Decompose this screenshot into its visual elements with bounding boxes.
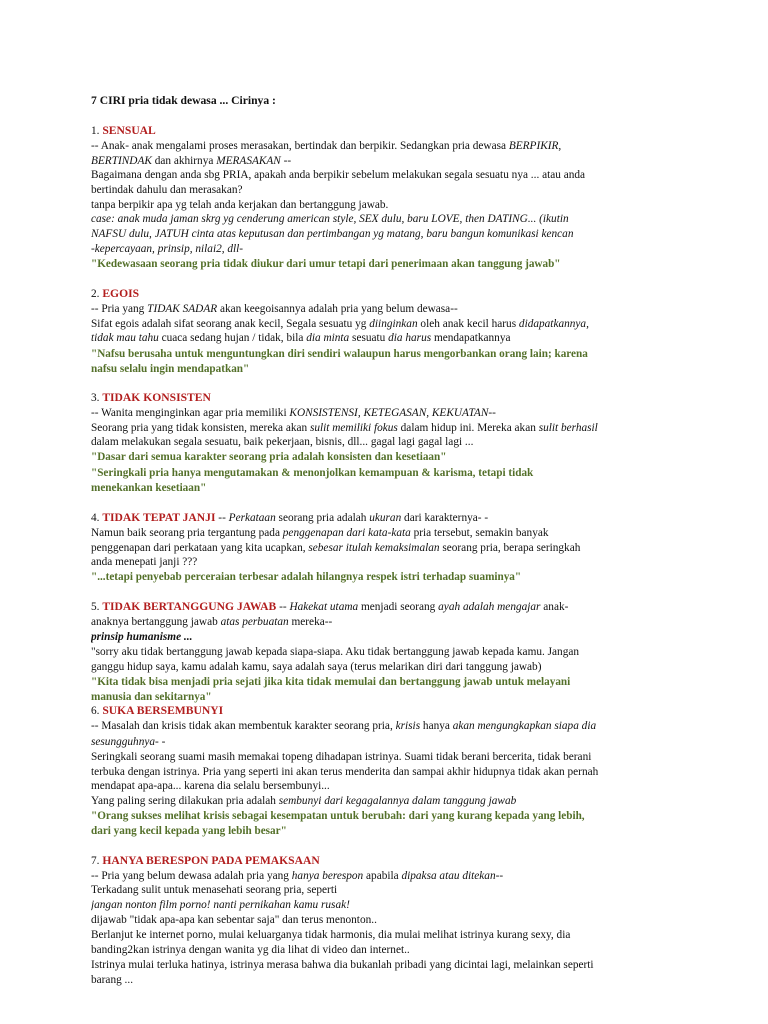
section-6-line: Yang paling sering dilakukan pria adalah sembunyi dari kegagalannya dalam tanggung jawab (91, 795, 517, 807)
section-3-line: Seorang pria yang tidak konsisten, mereka akan sulit memiliki fokus dalam hidup ini. Mereka akan sulit berhasil (91, 422, 598, 434)
section-4-line: penggenapan dari perkataan yang kita ucapkan, sebesar itulah kemaksimalan seorang pria, berapa seringkah (91, 542, 581, 554)
section-3-quote: "Dasar dari semua karakter seorang pria adalah konsisten dan kesetiaan" (91, 451, 447, 463)
section-6-heading: 6. SUKA BERSEMBUNYI (91, 704, 224, 717)
section-7-line: dijawab "tidak apa-apa kan sebentar saja" dan terus menonton.. (91, 914, 377, 926)
section-7-line: Istrinya mulai terluka hatinya, istrinya merasa bahwa dia bukanlah pribadi yang dicintai lagi, melainkan seperti (91, 959, 594, 971)
section-2-quote: "Nafsu berusaha untuk menguntungkan diri sendiri walaupun harus mengorbankan orang lain; karena (91, 348, 588, 360)
section-6-line: sesungguhnya- - (91, 736, 166, 748)
section-5-line: ganggu hidup saya, kamu adalah kamu, saya adalah saya (terus melarikan diri dari tanggung jawab) (91, 661, 542, 673)
section-1-line: -kepercayaan, prinsip, nilai2, dll- (91, 243, 244, 255)
section-2-heading: 2. EGOIS (91, 287, 140, 300)
section-7-heading: 7. HANYA BERESPON PADA PEMAKSAAN (91, 854, 320, 867)
section-5-line: prinsip humanisme ... (91, 631, 193, 643)
section-4-heading: 4. TIDAK TEPAT JANJI -- Perkataan seorang pria adalah ukuran dari karakternya- - (91, 511, 489, 524)
page-title: 7 CIRI pria tidak dewasa ... Cirinya : (91, 94, 276, 107)
section-2-line: -- Pria yang TIDAK SADAR akan keegoisannya adalah pria yang belum dewasa-- (91, 303, 458, 315)
section-5-quote: "Kita tidak bisa menjadi pria sejati jika kita tidak memulai dan bertanggung jawab untuk melayani (91, 676, 571, 688)
section-3-line: dalam melakukan segala sesuatu, baik pekerjaan, bisnis, dll... gagal lagi gagal lagi ... (91, 436, 474, 448)
section-1-line: tanpa berpikir apa yg telah anda kerjakan dan bertanggung jawab. (91, 199, 389, 211)
section-1-heading: 1. SENSUAL (91, 124, 156, 137)
section-6-line: Seringkali seorang suami masih memakai topeng dihadapan istrinya. Suami tidak berani bercerita, tidak berani (91, 751, 592, 763)
section-3-heading: 3. TIDAK KONSISTEN (91, 391, 211, 404)
section-1-line: bertindak dahulu dan merasakan? (91, 184, 243, 196)
section-6-quote: dari yang kecil kepada yang lebih besar" (91, 825, 287, 837)
section-3-quote: menekankan kesetiaan" (91, 482, 207, 494)
section-5-line: anaknya bertanggung jawab atas perbuatan mereka-- (91, 616, 333, 628)
section-7-line: barang ... (91, 974, 134, 986)
section-7-line: banding2kan istrinya dengan wanita yg dia lihat di video dan internet.. (91, 944, 410, 956)
section-3-line: -- Wanita menginginkan agar pria memiliki KONSISTENSI, KETEGASAN, KEKUATAN-- (91, 407, 496, 419)
section-1-line: -- Anak- anak mengalami proses merasakan, bertindak dan berpikir. Sedangkan pria dewasa BERPIKIR, (91, 140, 562, 152)
section-6-line: terbuka dengan istrinya. Pria yang seperti ini akan terus menderita dan sampai akhir hidupnya tidak akan pernah (91, 766, 599, 778)
section-4-line: anda menepati janji ??? (91, 556, 198, 568)
section-7-line: jangan nonton film porno! nanti pernikahan kamu rusak! (91, 899, 350, 911)
section-3-quote: "Seringkali pria hanya mengutamakan & menonjolkan kemampuan & karisma, tetapi tidak (91, 467, 534, 479)
section-1-line: Bagaimana dengan anda sbg PRIA, apakah anda berpikir sebelum melakukan segala sesuatu nya ... atau anda (91, 169, 586, 181)
section-7-line: -- Pria yang belum dewasa adalah pria yang hanya berespon apabila dipaksa atau ditekan-- (91, 870, 504, 882)
section-1-line: BERTINDAK dan akhirnya MERASAKAN -- (91, 155, 292, 167)
section-6-line: mendapat apa-apa... karena dia selalu bersembunyi... (91, 780, 330, 792)
section-5-line: "sorry aku tidak bertanggung jawab kepada siapa-siapa. Aku tidak bertanggung jawab kepada kamu. Jangan (91, 646, 580, 658)
section-7-line: Terkadang sulit untuk menasehati seorang pria, seperti (91, 884, 338, 896)
section-6-line: -- Masalah dan krisis tidak akan membentuk karakter seorang pria, krisis hanya akan mengungkapkan siapa dia (91, 720, 597, 732)
section-2-line: Sifat egois adalah sifat seorang anak kecil, Segala sesuatu yg diinginkan oleh anak kecil harus didapatkannya, (91, 318, 589, 330)
section-2-quote: nafsu selalu ingin mendapatkan" (91, 363, 250, 375)
section-1-line: NAFSU dulu, JATUH cinta atas keputusan dan pertimbangan yg matang, baru bangun komunikasi kencan (91, 228, 574, 240)
section-6-quote: "Orang sukses melihat krisis sebagai kesempatan untuk berubah: dari yang kurang kepada yang lebih, (91, 810, 585, 822)
section-5-heading: 5. TIDAK BERTANGGUNG JAWAB -- Hakekat utama menjadi seorang ayah adalah mengajar anak- (91, 600, 569, 613)
section-4-line: Namun baik seorang pria tergantung pada penggenapan dari kata-kata pria tersebut, semakin banyak (91, 527, 549, 539)
section-1-quote: "Kedewasaan seorang pria tidak diukur dari umur tetapi dari penerimaan akan tanggung jawab" (91, 258, 561, 270)
section-2-line: tidak mau tahu cuaca sedang hujan / tidak, bila dia minta sesuatu dia harus mendapatkannya (91, 332, 511, 344)
section-5-quote: manusia dan sekitarnya" (91, 691, 212, 703)
section-1-line: case: anak muda jaman skrg yg cenderung american style, SEX dulu, baru LOVE, then DATING... (ikutin (91, 213, 569, 225)
section-7-line: Berlanjut ke internet porno, mulai keluarganya tidak harmonis, dia mulai melihat istrinya kurang sexy, dia (91, 929, 571, 941)
section-4-quote: "...tetapi penyebab perceraian terbesar adalah hilangnya respek istri terhadap suaminya" (91, 571, 522, 583)
